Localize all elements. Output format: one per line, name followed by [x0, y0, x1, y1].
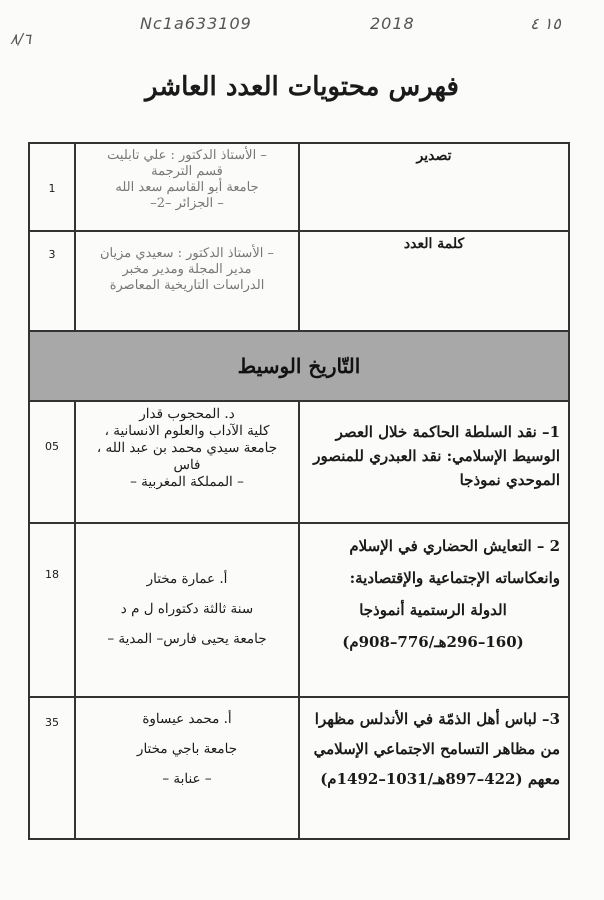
table-row	[29, 401, 569, 523]
article-page: 05	[29, 401, 75, 523]
article-author: أ. محمد عيساوة جامعة باجي مختار – عنابة –	[75, 697, 299, 839]
article-page: 35	[29, 697, 75, 839]
section-heading: التّاريخ الوسيط	[29, 331, 569, 401]
handwritten-corner-note: ٨/٦	[10, 30, 32, 48]
handwritten-number: ١٥ ٤	[530, 14, 561, 33]
article-author: د. المحجوب قدار كلية الآداب والعلوم الانسانية ، جامعة سيدي محمد بن عبد الله ، فاس – المملكة المغربية –	[75, 401, 299, 523]
contents-table	[28, 142, 570, 840]
table-row	[29, 231, 569, 331]
entry-title: تصدير	[299, 143, 569, 231]
entry-page: 1	[29, 143, 75, 231]
article-page: 18	[29, 523, 75, 697]
page-title: فهرس محتويات العدد العاشر	[145, 72, 459, 102]
article-title: 3– لباس أهل الذمّة في الأندلس مظهرا من مظاهر التسامح الاجتماعي الإسلامي معهم (422–897هـ/1031–1492م)	[299, 697, 569, 839]
entry-author: – الأستاذ الدكتور : علي تابليت قسم الترجمة جامعة أبو القاسم سعد الله – الجزائر –2–	[75, 143, 299, 231]
article-title: 2 – التعايش الحضاري في الإسلام وانعكاساته الإجتماعية والإقتصادية: الدولة الرستمية أنموذجا (160–296هـ/776–908م)	[299, 523, 569, 697]
entry-author: – الأستاذ الدكتور : سعيدي مزيان مدير المجلة ومدير مخبر الدراسات التاريخية المعاصرة	[75, 231, 299, 331]
table-row	[29, 523, 569, 697]
handwritten-code: Nc1a633109	[140, 14, 252, 33]
handwritten-year: 2018	[370, 14, 415, 33]
entry-page: 3	[29, 231, 75, 331]
section-row	[29, 331, 569, 401]
table-row	[29, 697, 569, 839]
table-row	[29, 143, 569, 231]
entry-title: كلمة العدد	[299, 231, 569, 331]
article-title: 1– نقد السلطة الحاكمة خلال العصر الوسيط الإسلامي: نقد العبدري للمنصور الموحدي نموذجا	[299, 401, 569, 523]
article-author: أ. عمارة مختار سنة ثالثة دكتوراه ل م د جامعة يحيى فارس– المدية –	[75, 523, 299, 697]
